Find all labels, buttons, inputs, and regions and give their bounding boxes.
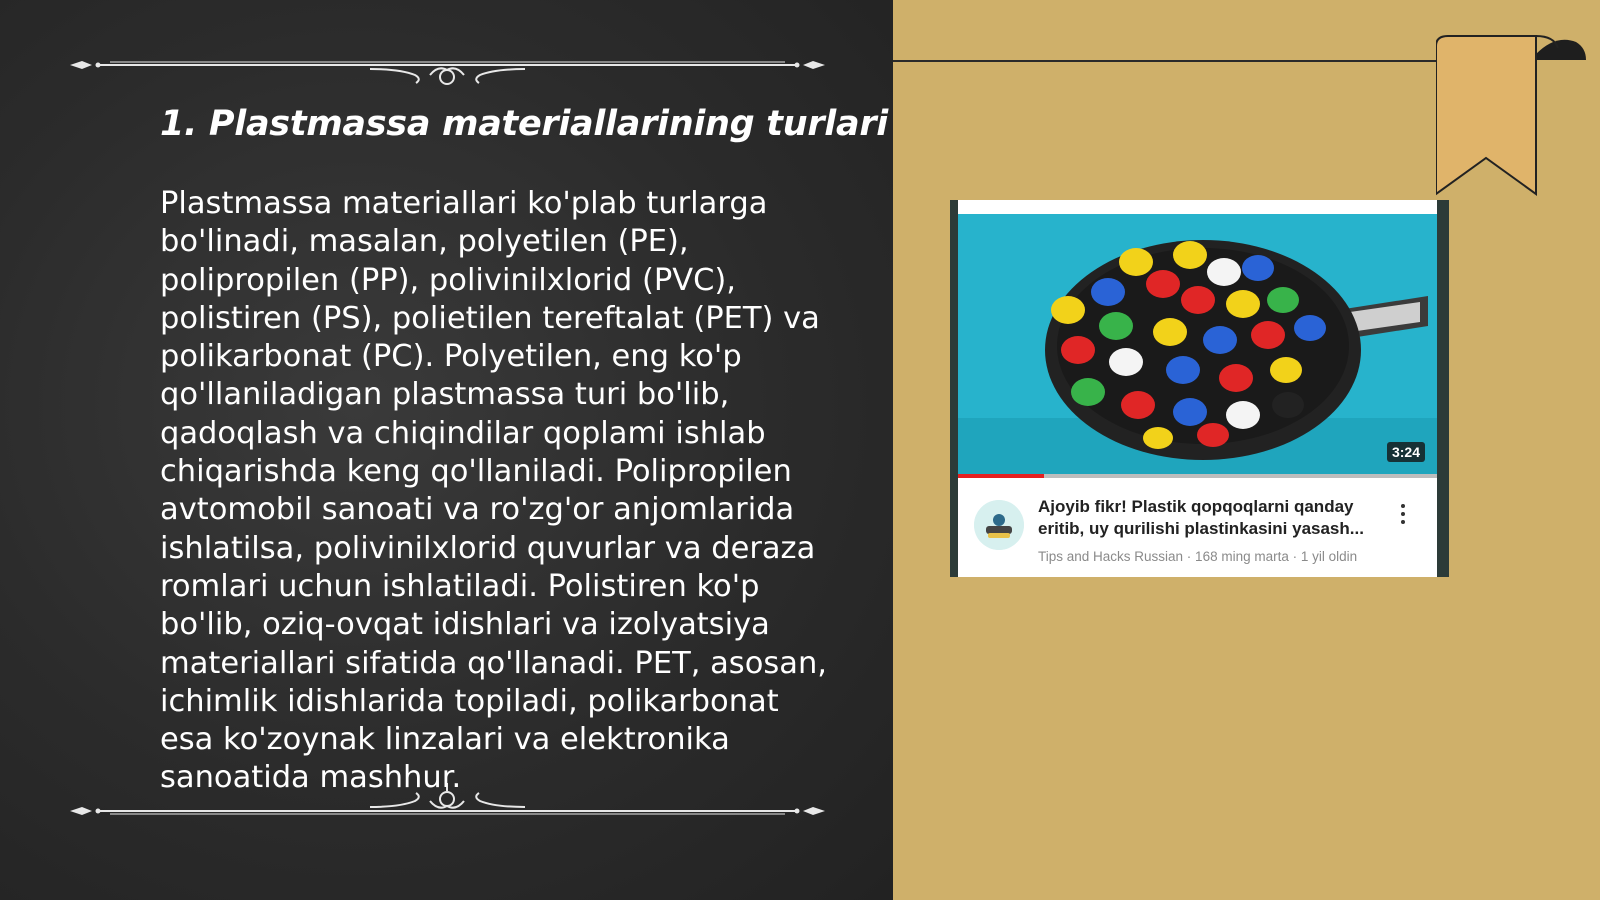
video-subtitle: Tips and Hacks Russian · 168 ming marta · 1 yil oldin [1038,549,1358,564]
bottle-caps-pan-image [958,200,1437,478]
slide-title: 1. Plastmassa materiallarining turlari [160,104,888,144]
channel-avatar[interactable] [974,500,1024,550]
bookmark-ribbon-icon [1436,34,1586,200]
video-card[interactable] [950,200,1449,577]
video-meta [958,478,1437,577]
video-thumbnail[interactable] [958,200,1437,478]
video-title[interactable]: Ajoyib fikr! Plastik qopqoqlarni qanday eritib, uy qurilishi plastinkasini yasash... [1038,497,1364,538]
more-options-icon[interactable] [1397,504,1409,530]
decorative-rule [893,60,1440,62]
ornament-divider-top [70,45,825,85]
slide-body-text: Plastmassa materiallari ko'plab turlarga bo'linadi, masalan, polyetilen (PE), polipropilen (PP), polivinilxlorid (PVC), polistiren (PS), polietilen tereftalat (PET) va polikarbonat (PC). Polyetilen, eng ko'p qo'llaniladigan plastmassa turi bo'lib, qadoqlash va chiqindilar qoplami ishlab chiqarishda keng qo'llaniladi. Polipropilen avtomobil sanoati va ro'zg'or anjomlarida ishlatilsa, polivinilxlorid quvurlar va deraza romlari uchun ishlatiladi. Polistiren ko'p bo'lib, oziq-ovqat idishlari va izolyatsiya materiallari sifatida qo'llanadi. PET, asosan, ichimlik idishlarida topiladi, polikarbonat esa ko'zoynak linzalari va elektronika sanoatida mashhur. [160,186,827,796]
video-duration-badge: 3:24 [1387,442,1425,462]
